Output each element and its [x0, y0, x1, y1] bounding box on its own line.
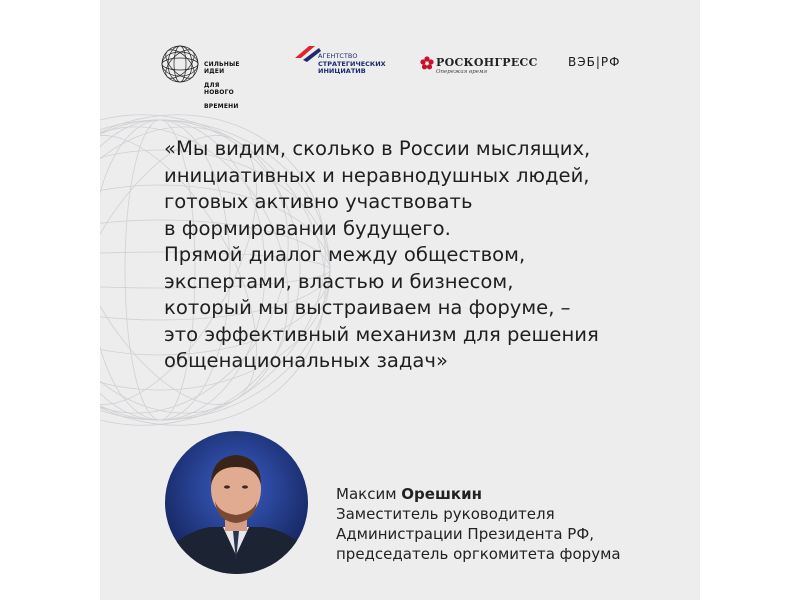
partner-logos: [160, 42, 650, 110]
red-flower-icon: [420, 56, 434, 70]
quote-line: который мы выстраиваем на форуме, –: [164, 296, 571, 319]
speaker-caption: [336, 484, 621, 564]
quote-line: «Мы видим, сколько в России мыслящих,: [164, 137, 591, 160]
logo-asi-line: СТРАТЕГИЧЕСКИХ: [318, 59, 386, 68]
logo-ideas-line: СИЛЬНЫЕ ИДЕИ: [204, 61, 240, 75]
logo-roscongress-name: РОСКОНГРЕСС: [436, 56, 538, 69]
portrait-illustration: [165, 431, 308, 574]
quote-card: [100, 0, 700, 600]
quote-line: это эффективный механизм для решения: [164, 322, 599, 346]
quote-line: инициативных и неравнодушных людей,: [164, 163, 590, 187]
quote-line: Прямой диалог между обществом,: [164, 243, 526, 266]
speaker-first-name: Максим: [336, 485, 397, 503]
speaker-last-name: Орешкин: [401, 485, 482, 503]
logo-roscongress-tagline: Опережая время: [436, 69, 488, 75]
logo-ideas-line: ВРЕМЕНИ: [204, 103, 239, 110]
logo-asi-line: ИНИЦИАТИВ: [318, 67, 366, 75]
speaker-position-line: Заместитель руководителя: [336, 505, 555, 523]
speaker-position-line: председатель оргкомитета форума: [336, 545, 621, 563]
quote-line: общенациональных задач»: [164, 349, 448, 372]
quote-line: готовых активно участвовать: [164, 190, 473, 213]
quote-line: в формировании будущего.: [164, 216, 451, 240]
logo-asi-line: АГЕНТСТВО: [318, 52, 358, 60]
logo-veb-text: ВЭБ|РФ: [568, 55, 621, 69]
spiral-sphere-icon: [160, 44, 200, 84]
speaker-name: [336, 484, 621, 504]
speaker-position-line: Администрации Президента РФ,: [336, 525, 595, 543]
logo-ideas-line: ДЛЯ НОВОГО: [204, 82, 234, 96]
speaker-photo: [165, 431, 308, 574]
quote-line: экспертами, властью и бизнесом,: [164, 269, 514, 293]
quote-text: [164, 136, 684, 375]
